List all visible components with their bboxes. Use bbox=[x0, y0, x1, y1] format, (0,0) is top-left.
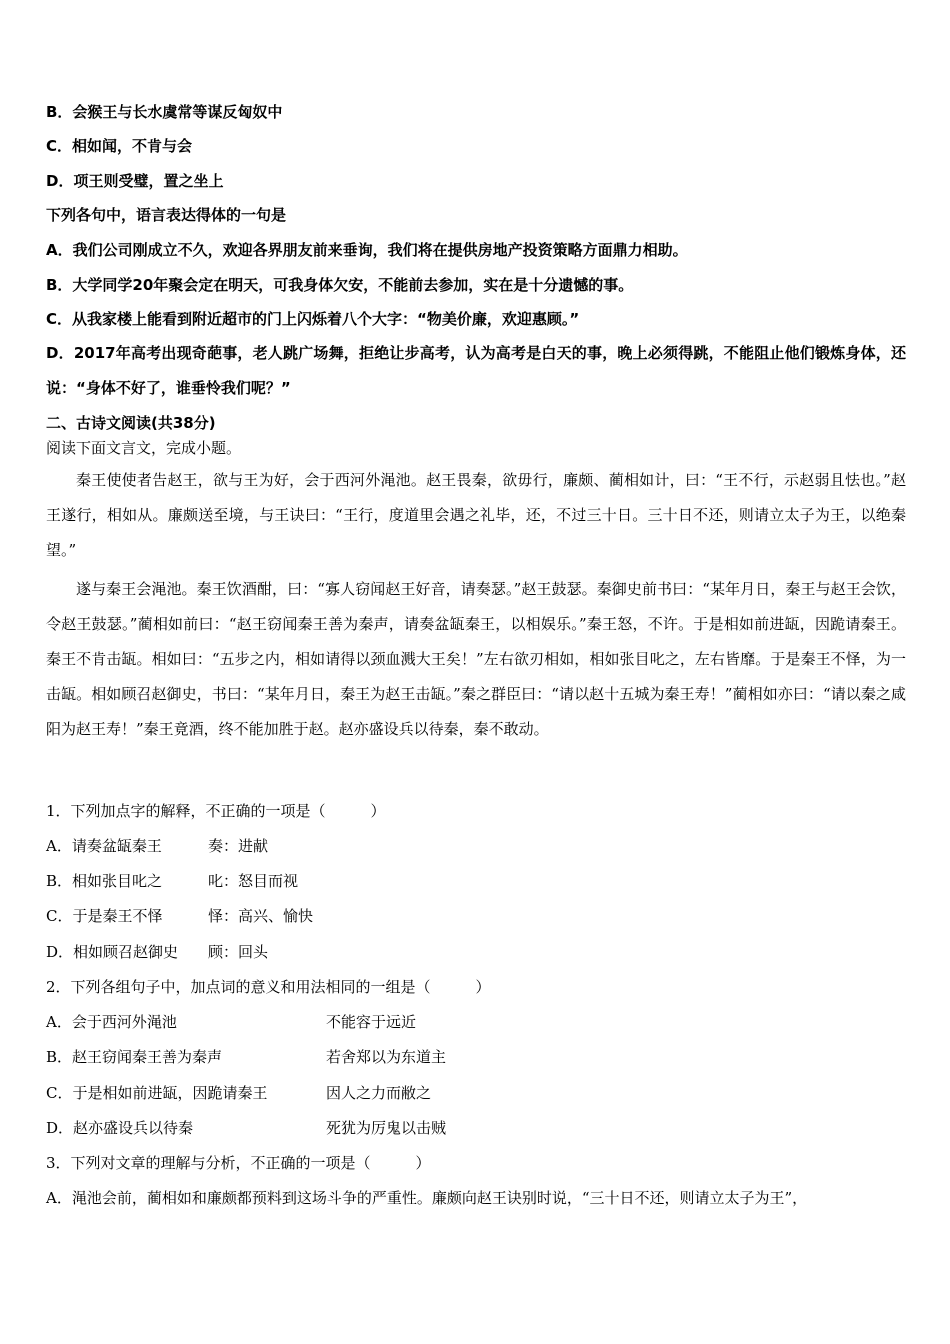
q2-option-c: C．于是相如前进缻，因跪请秦王 bbox=[46, 1084, 268, 1102]
q2-option-a-pair: 不能容于远近 bbox=[326, 1013, 417, 1031]
q2-option-a: A．会于西河外渑池 bbox=[46, 1013, 177, 1031]
q1-option-d: D．相如顾召赵御史 bbox=[46, 943, 179, 961]
q3-stem: 3．下列对文章的理解与分析，不正确的一项是（ ） bbox=[46, 1154, 431, 1172]
passage-paragraph-2: 遂与秦王会渑池。秦王饮酒酣，曰：“寡人窃闻赵王好音，请奏瑟。”赵王鼓瑟。秦御史前书曰：“某年月日，秦王与赵王会饮，令赵王鼓瑟。”蔺相如前曰：“赵王窃闻秦王善为秦声，请奏盆缻秦王，以相娱乐。”秦王怒，不许。于是相如前进缻，因跪请秦王。秦王不肯击缻。相如曰：“五步之内，相如请得以颈血溅大王矣！”左右欲刃相如，相如张目叱之，左右皆靡。于是秦王不怿，为一击缻。相如顾召赵御史，书曰：“某年月日，秦王为赵王击缻。”秦之群臣曰：“请以赵十五城为秦王寿！”蔺相如亦曰：“请以秦之咸阳为赵王寿！”秦王竟酒，终不能加胜于赵。赵亦盛设兵以待秦，秦不敢动。 bbox=[46, 580, 906, 738]
q2-option-d: D．赵亦盛设兵以待秦 bbox=[46, 1119, 194, 1137]
q1-option-c-gloss: 怿：高兴、愉快 bbox=[208, 907, 314, 925]
expression-option-a: A．我们公司刚成立不久，欢迎各界朋友前来垂询，我们将在提供房地产投资策略方面鼎力相助。 bbox=[46, 241, 688, 259]
q1-option-d-gloss: 顾：回头 bbox=[208, 943, 269, 961]
question-stem-expression: 下列各句中，语言表达得体的一句是 bbox=[46, 206, 287, 224]
q2-option-c-pair: 因人之力而敝之 bbox=[326, 1084, 432, 1102]
q2-option-b-pair: 若舍郑以为东道主 bbox=[326, 1048, 447, 1066]
prev-option-b: B．会猴王与长水虞常等谋反匈奴中 bbox=[46, 103, 283, 121]
q1-option-b-gloss: 叱：怒目而视 bbox=[208, 872, 299, 890]
q2-option-b: B．赵王窃闻秦王善为秦声 bbox=[46, 1048, 223, 1066]
passage-paragraph-1: 秦王使使者告赵王，欲与王为好，会于西河外渑池。赵王畏秦，欲毋行，廉颇、蔺相如计，曰：“王不行，示赵弱且怯也。”赵王遂行，相如从。廉颇送至境，与王诀曰：“王行，度道里会遇之礼毕，还，不过三十日。三十日不还，则请立太子为王，以绝秦望。” bbox=[46, 471, 906, 559]
section-title: 二、古诗文阅读(共38分) bbox=[46, 414, 216, 432]
prev-option-d: D．项王则受璧，置之坐上 bbox=[46, 172, 224, 190]
q1-option-b: B．相如张目叱之 bbox=[46, 872, 163, 890]
q1-option-c: C．于是秦王不怿 bbox=[46, 907, 163, 925]
expression-option-c: C．从我家楼上能看到附近超市的门上闪烁着八个大字：“物美价廉，欢迎惠顾。” bbox=[46, 310, 580, 328]
prev-option-c: C．相如闻，不肯与会 bbox=[46, 137, 193, 155]
q2-option-d-pair: 死犹为厉鬼以击贼 bbox=[326, 1119, 447, 1137]
expression-option-b: B．大学同学20年聚会定在明天，可我身体欠安，不能前去参加，实在是十分遗憾的事。 bbox=[46, 276, 634, 294]
expression-option-d: D．2017年高考出现奇葩事，老人跳广场舞，拒绝让步高考，认为高考是白天的事，晚上必须得跳，不能阻止他们锻炼身体，还说：“身体不好了，谁垂怜我们呢？” bbox=[46, 344, 906, 397]
q1-stem: 1．下列加点字的解释，不正确的一项是（ ） bbox=[46, 802, 386, 820]
q3-option-a: A．渑池会前，蔺相如和廉颇都预料到这场斗争的严重性。廉颇向赵王诀别时说，“三十日不还，则请立太子为王”， bbox=[46, 1189, 808, 1207]
section-instruction: 阅读下面文言文，完成小题。 bbox=[46, 439, 242, 457]
q1-option-a-gloss: 奏：进献 bbox=[208, 837, 269, 855]
q2-stem: 2．下列各组句子中，加点词的意义和用法相同的一组是（ ） bbox=[46, 978, 491, 996]
q1-option-a: A．请奏盆缻秦王 bbox=[46, 837, 162, 855]
